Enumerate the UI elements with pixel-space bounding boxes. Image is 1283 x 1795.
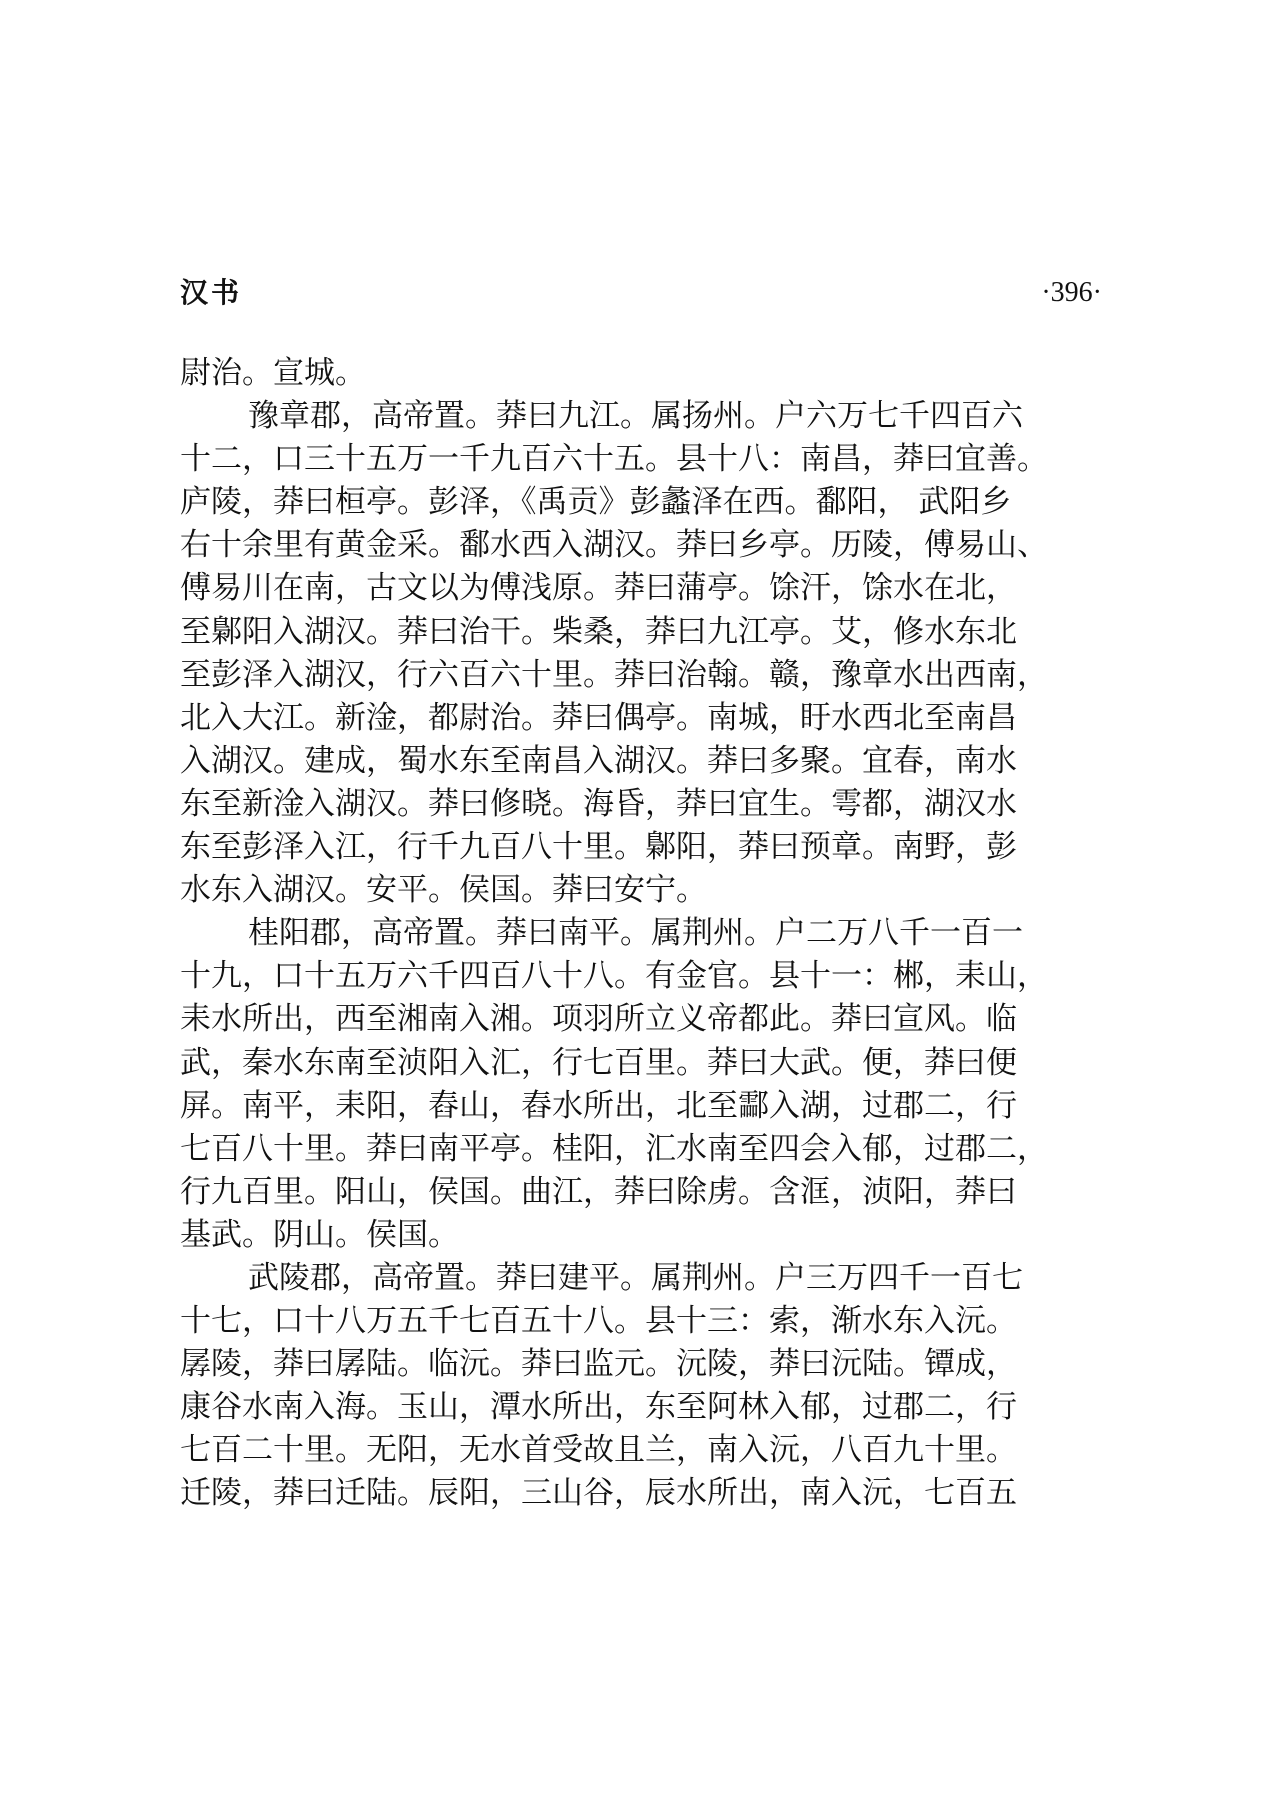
text-line: 傅易川在南，古文以为傅浅原。莽曰蒲亭。馀汗，馀水在北， [180,570,1017,607]
text-line: 康谷水南入海。玉山，潭水所出，东至阿林入郁，过郡二，行 [180,1389,1017,1426]
text-line: 七百二十里。无阳，无水首受故且兰，南入沅，八百九十里。 [180,1432,1017,1469]
text-line: 尉治。宣城。 [180,355,366,391]
text-line: 十二，口三十五万一千九百六十五。县十八：南昌，莽曰宜善。 [180,441,1048,478]
text-line: 迁陵，莽曰迁陆。辰阳，三山谷，辰水所出，南入沅，七百五 [180,1475,1017,1512]
text-line: 水东入湖汉。安平。侯国。莽曰安宁。 [180,872,707,909]
text-line: 至彭泽入湖汉，行六百六十里。莽曰治翰。赣，豫章水出西南， [180,656,1048,693]
book-title: 汉书 [180,276,243,309]
page-header [180,268,1102,318]
text-line: 行九百里。阳山，侯国。曲江，莽曰除虏。含洭，浈阳，莽曰 [180,1173,1017,1210]
paragraph-start-line: 豫章郡，高帝置。莽曰九江。属扬州。户六万七千四百六 [248,398,1023,435]
text-line: 北入大江。新淦，都尉治。莽曰偶亭。南城，盱水西北至南昌 [180,699,1017,736]
text-line: 孱陵，莽曰孱陆。临沅。莽曰监元。沅陵，莽曰沅陆。镡成， [180,1346,1017,1383]
text-line: 耒水所出，西至湘南入湘。项羽所立义帝都此。莽曰宣风。临 [180,1001,1017,1038]
paragraph-start-line: 武陵郡，高帝置。莽曰建平。属荆州。户三万四千一百七 [248,1259,1023,1296]
text-line: 右十余里有黄金采。鄱水西入湖汉。莽曰乡亭。历陵，傅易山、 [180,527,1048,564]
text-line: 屏。南平，耒阳，舂山，舂水所出，北至酃入湖，过郡二，行 [180,1087,1017,1124]
page-number: ·396· [1041,277,1102,308]
text-line: 入湖汉。建成，蜀水东至南昌入湖汉。莽曰多聚。宜春，南水 [180,742,1017,779]
body-text [180,352,1080,1516]
text-line: 七百八十里。莽曰南平亭。桂阳，汇水南至四会入郁，过郡二， [180,1130,1048,1167]
text-line: 东至彭泽入江，行千九百八十里。鄡阳，莽曰预章。南野，彭 [180,829,1017,866]
text-line: 东至新淦入湖汉。莽曰修晓。海昏，莽曰宜生。雩都，湖汉水 [180,785,1017,822]
text-line: 基武。阴山。侯国。 [180,1216,459,1253]
text-line: 十七，口十八万五千七百五十八。县十三：索，渐水东入沅。 [180,1303,1017,1340]
text-line: 至鄡阳入湖汉。莽曰治干。柴桑，莽曰九江亭。艾，修水东北 [180,613,1017,650]
text-line: 十九，口十五万六千四百八十八。有金官。县十一：郴，耒山， [180,958,1048,995]
text-line: 庐陵，莽曰桓亭。彭泽，《禹贡》彭蠡泽在西。鄱阳， 武阳乡 [180,484,1012,521]
paragraph-start-line: 桂阳郡，高帝置。莽曰南平。属荆州。户二万八千一百一 [248,915,1023,952]
text-line: 武，秦水东南至浈阳入汇，行七百里。莽曰大武。便，莽曰便 [180,1044,1017,1081]
